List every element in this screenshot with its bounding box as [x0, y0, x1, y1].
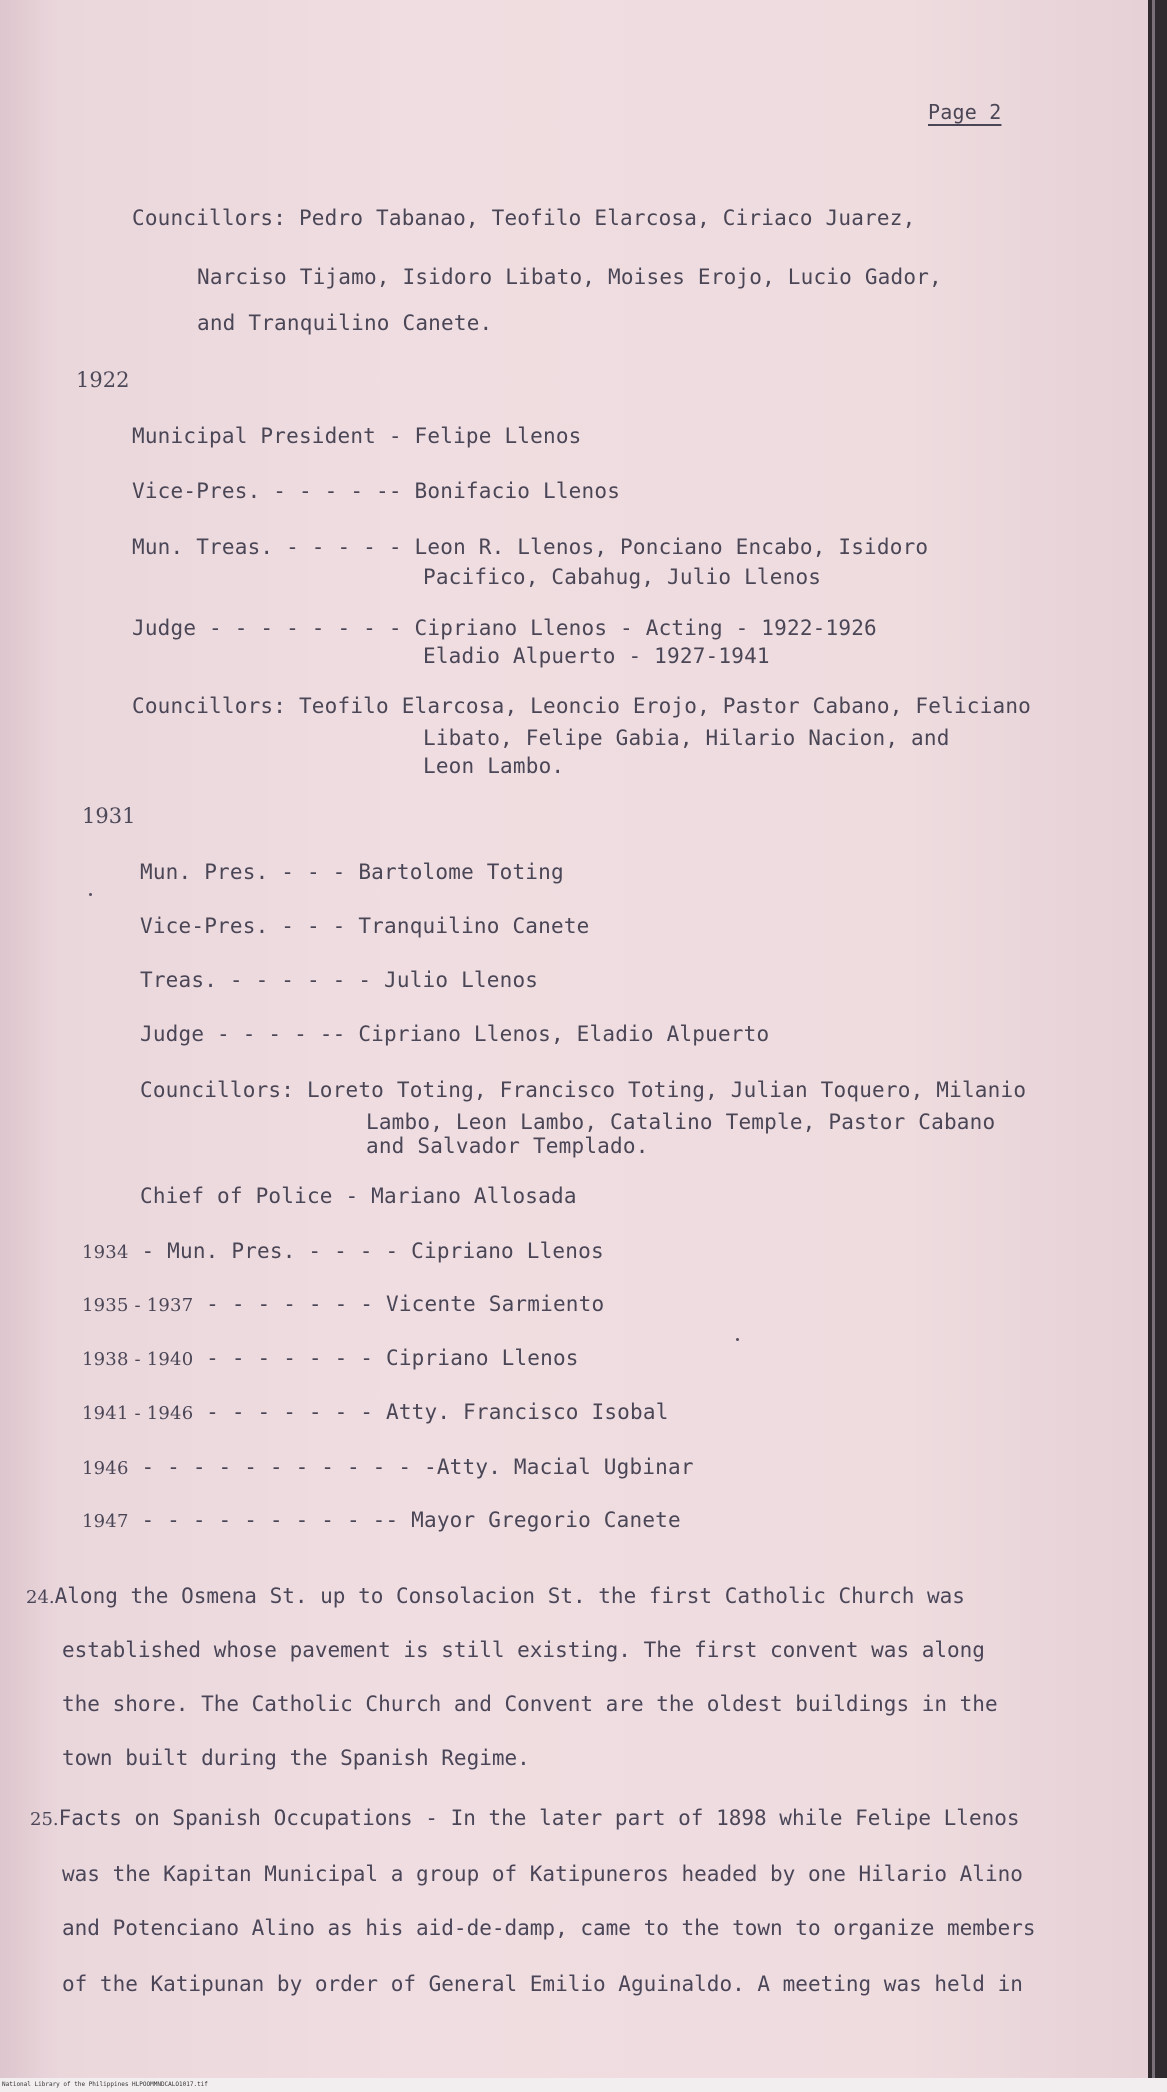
term-row: 1935 - 1937 - - - - - - - Vicente Sarmiento [82, 1292, 605, 1316]
year-1922: 1922 [76, 368, 130, 392]
term-row: 1946 - - - - - - - - - - - -Atty. Macial Ugbinar [82, 1455, 694, 1479]
scan-edge [1148, 0, 1167, 2092]
para-24-number: 24. [26, 1587, 55, 1608]
councillors-top-line2: Narciso Tijamo, Isidoro Libato, Moises Erojo, Lucio Gador, [197, 265, 942, 289]
para-25-line1: 25.Facts on Spanish Occupations - In the later part of 1898 while Felipe Llenos [30, 1806, 1020, 1830]
para-25-number: 25. [30, 1809, 59, 1830]
councillors-1931-line2: Lambo, Leon Lambo, Catalino Temple, Pastor Cabano [366, 1110, 996, 1134]
judge-1922-line1: Judge - - - - - - - - Cipriano Llenos - Acting - 1922-1926 [132, 616, 877, 640]
judge-1931: Judge - - - - -- Cipriano Llenos, Eladio Alpuerto [140, 1022, 770, 1046]
councillors-1922-line2: Libato, Felipe Gabia, Hilario Nacion, and [423, 726, 950, 750]
term-row: 1941 - 1946 - - - - - - - Atty. Francisco Isobal [82, 1400, 669, 1424]
para-25-line4: of the Katipunan by order of General Emilio Aguinaldo. A meeting was held in [62, 1972, 1023, 1996]
councillors-1922-line1: Councillors: Teofilo Elarcosa, Leoncio Erojo, Pastor Cabano, Feliciano [132, 694, 1032, 718]
treas-1922-line2: Pacifico, Cabahug, Julio Llenos [423, 565, 822, 589]
vice-pres-1931: Vice-Pres. - - - Tranquilino Canete [140, 914, 590, 938]
president-1931: Mun. Pres. - - - Bartolome Toting [140, 860, 564, 884]
councillors-top-line1: Councillors: Pedro Tabanao, Teofilo Elarcosa, Ciriaco Juarez, [132, 206, 916, 230]
stray-mark [89, 893, 92, 896]
para-25-line2: was the Kapitan Municipal a group of Katipuneros headed by one Hilario Alino [62, 1862, 1023, 1886]
treas-1931: Treas. - - - - - - Julio Llenos [140, 968, 539, 992]
president-1922: Municipal President - Felipe Llenos [132, 424, 582, 448]
judge-1922-line2: Eladio Alpuerto - 1927-1941 [423, 644, 770, 668]
scan-footer: National Library of the Philippines HLPOOMMNDCALO1017.tif [0, 2078, 1167, 2092]
para-24-line2: established whose pavement is still existing. The first convent was along [62, 1638, 985, 1662]
term-row: 1934 - Mun. Pres. - - - - Cipriano Llenos [82, 1239, 604, 1263]
councillors-1931-line1: Councillors: Loreto Toting, Francisco Toting, Julian Toquero, Milanio [140, 1078, 1027, 1102]
treas-1922-line1: Mun. Treas. - - - - - Leon R. Llenos, Ponciano Encabo, Isidoro [132, 535, 929, 559]
police-1931: Chief of Police - Mariano Allosada [140, 1184, 577, 1208]
year-1931: 1931 [82, 804, 136, 828]
councillors-1922-line3: Leon Lambo. [423, 754, 565, 778]
para-24-line4: town built during the Spanish Regime. [62, 1746, 530, 1770]
stray-mark [736, 1338, 739, 1341]
para-25-line3: and Potenciano Alino as his aid-de-damp, came to the town to organize members [62, 1916, 1036, 1940]
vice-pres-1922: Vice-Pres. - - - - -- Bonifacio Llenos [132, 479, 621, 503]
page-number: Page 2 [928, 100, 1002, 124]
councillors-1931-line3: and Salvador Templado. [366, 1134, 649, 1158]
councillors-top-line3: and Tranquilino Canete. [197, 311, 493, 335]
para-24-line1: 24.Along the Osmena St. up to Consolacion St. the first Catholic Church was [26, 1584, 965, 1608]
term-row: 1938 - 1940 - - - - - - - Cipriano Llenos [82, 1346, 579, 1370]
term-row: 1947 - - - - - - - - - -- Mayor Gregorio Canete [82, 1508, 681, 1532]
para-24-line3: the shore. The Catholic Church and Convent are the oldest buildings in the [62, 1692, 998, 1716]
